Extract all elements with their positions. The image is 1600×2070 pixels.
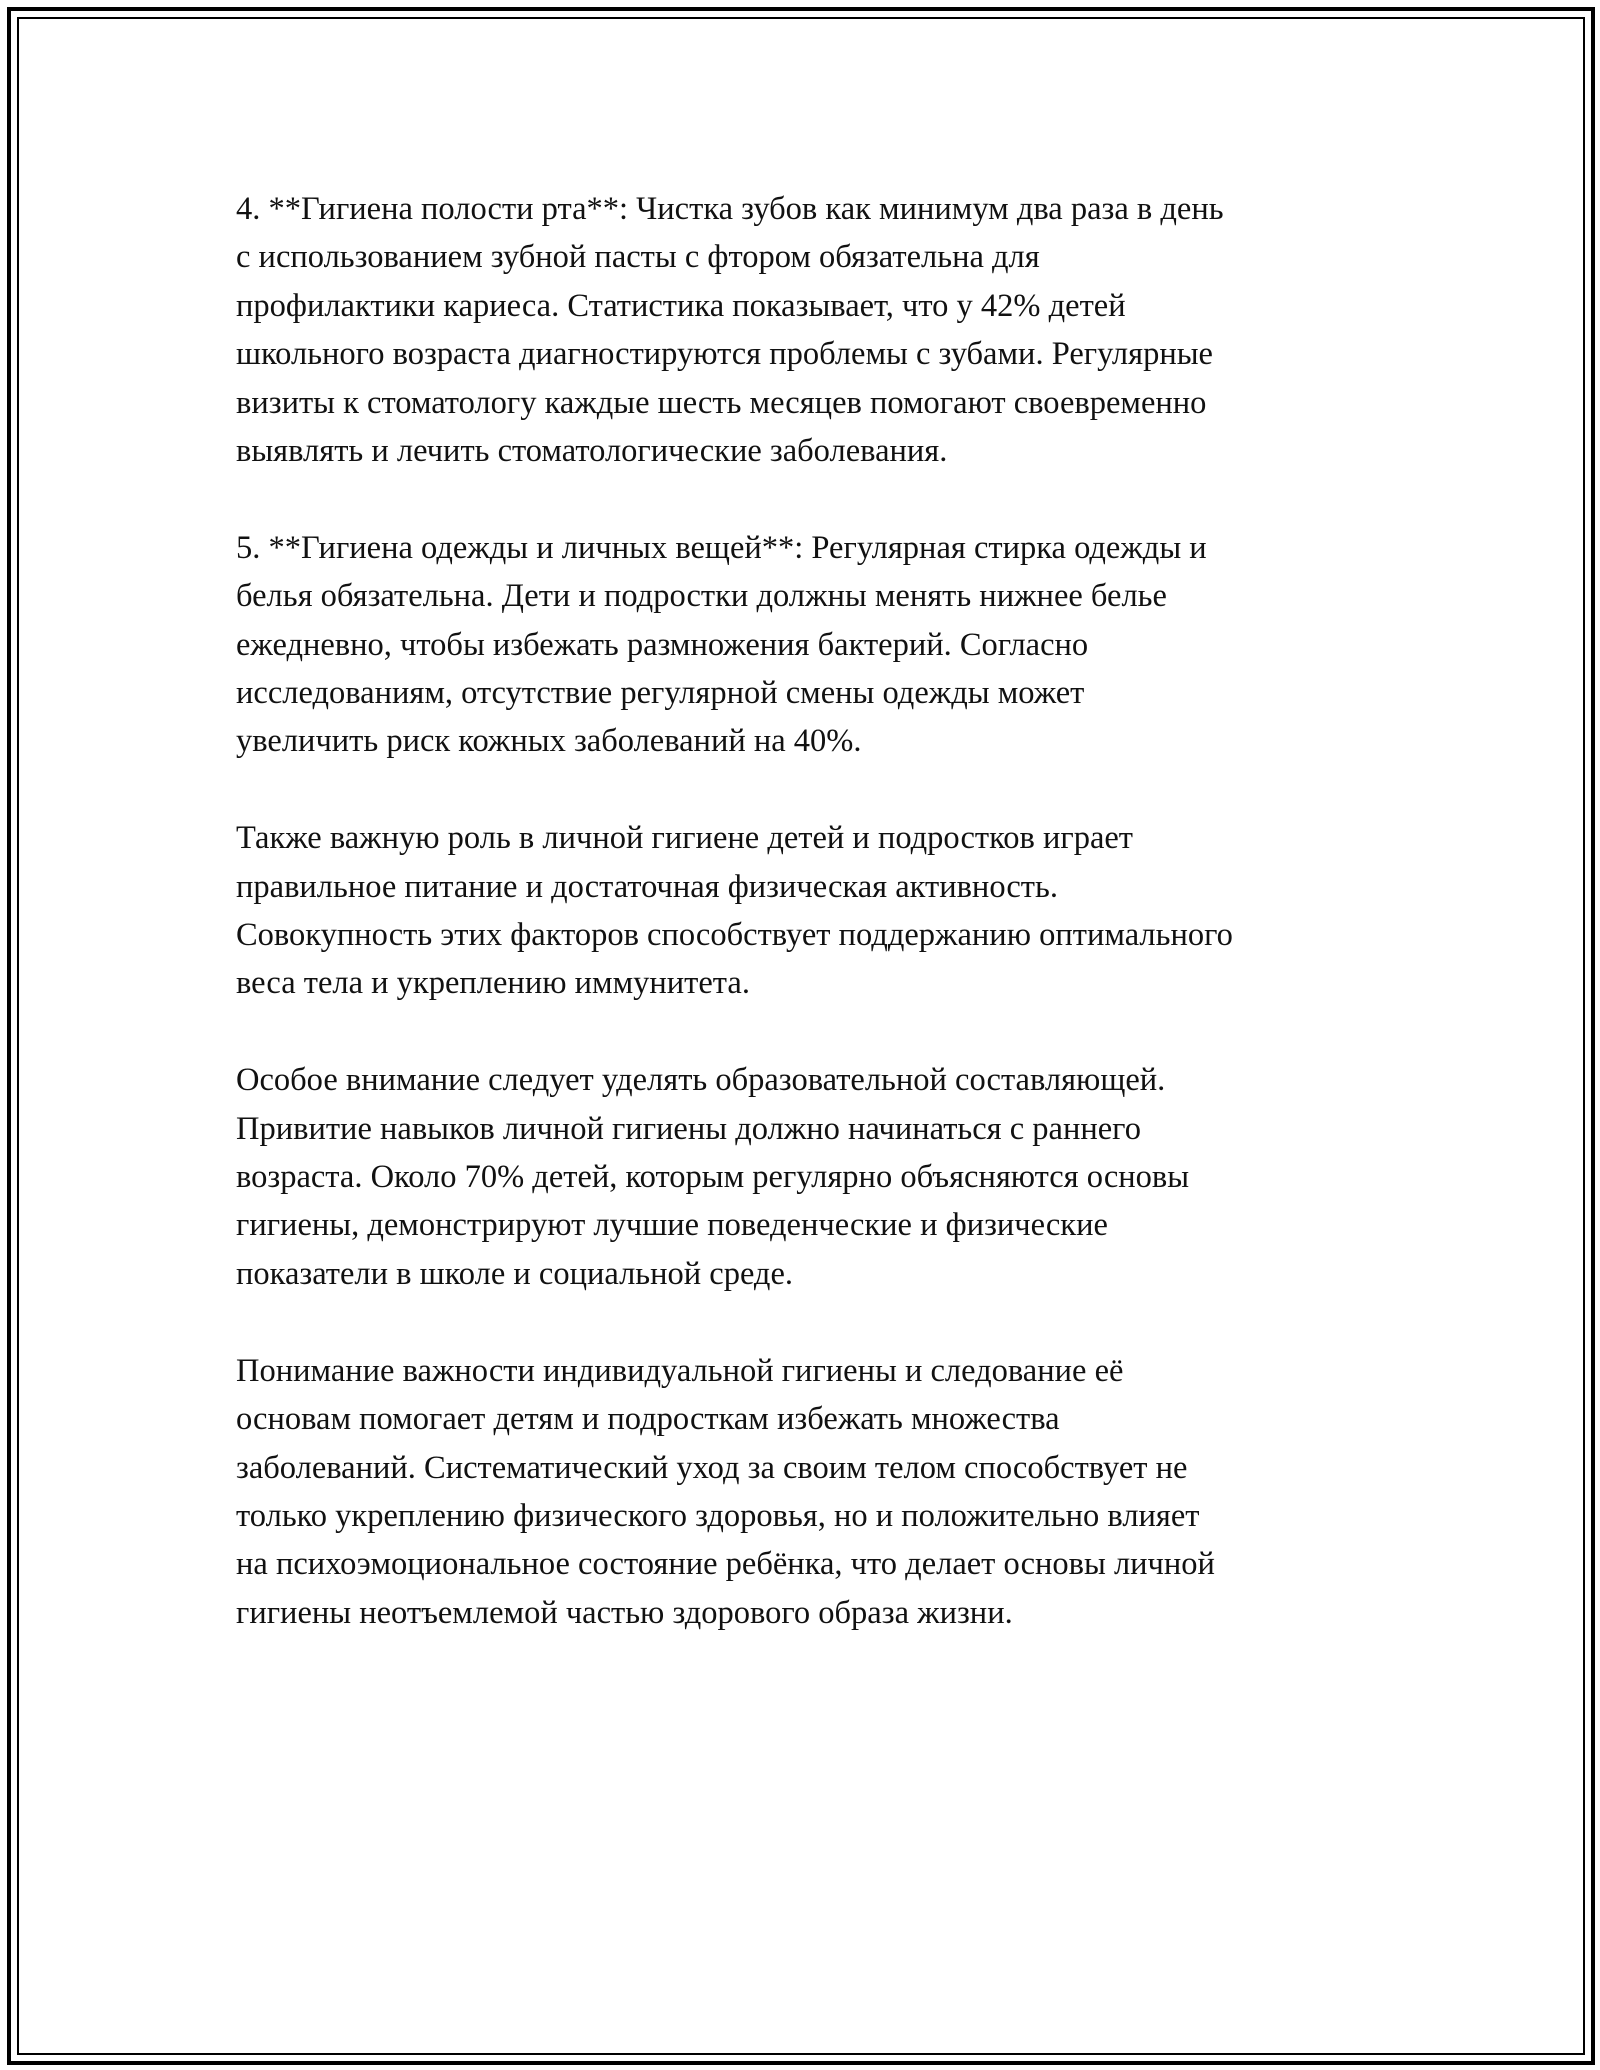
paragraph-clothing-hygiene: 5. **Гигиена одежды и личных вещей**: Регулярная стирка одежды и белья обязательна. Дети и подростки должны менять нижнее белье ежедневно, чтобы избежать размножения бактерий. Согласно исследованиям, отсутствие регулярной смены одежды может увеличить риск кожных заболеваний на 40%. [236,529,1207,760]
paragraph-education: Особое внимание следует уделять образовательной составляющей. Привитие навыков личной гигиены должно начинаться с раннего возраста. Около 70% детей, которым регулярно объясняются основы гигиены, демонстрируют лучшие поведенческие и физические показатели в школе и социальной среде. [236,1062,1190,1292]
paragraph-nutrition-activity: Также важную роль в личной гигиене детей и подростков играет правильное питание и достаточная физическая активность. Совокупность этих факторов способствует поддержанию оптимального веса тела и укреплению иммунитета. [236,820,1233,1002]
paragraph-oral-hygiene: 4. **Гигиена полости рта**: Чистка зубов как минимум два раза в день с использованием зубной пасты с фтором обязательна для профилактики кариеса. Статистика показывает, что у 42% детей школьного возраста диагностируются проблемы с зубами. Регулярные визиты к стоматологу каждые шесть месяцев помогают своевременно выявлять и лечить стоматологические заболевания. [236,191,1224,470]
document-body [236,185,1396,1686]
paragraph-conclusion: Понимание важности индивидуальной гигиены и следование её основам помогает детям и подросткам избежать множества заболеваний. Систематический уход за своим телом способствует не только укреплению физического здоровья, но и положительно влияет на психоэмоциональное состояние ребёнка, что делает основы личной гигиены неотъемлемой частью здорового образа жизни. [236,1352,1215,1631]
